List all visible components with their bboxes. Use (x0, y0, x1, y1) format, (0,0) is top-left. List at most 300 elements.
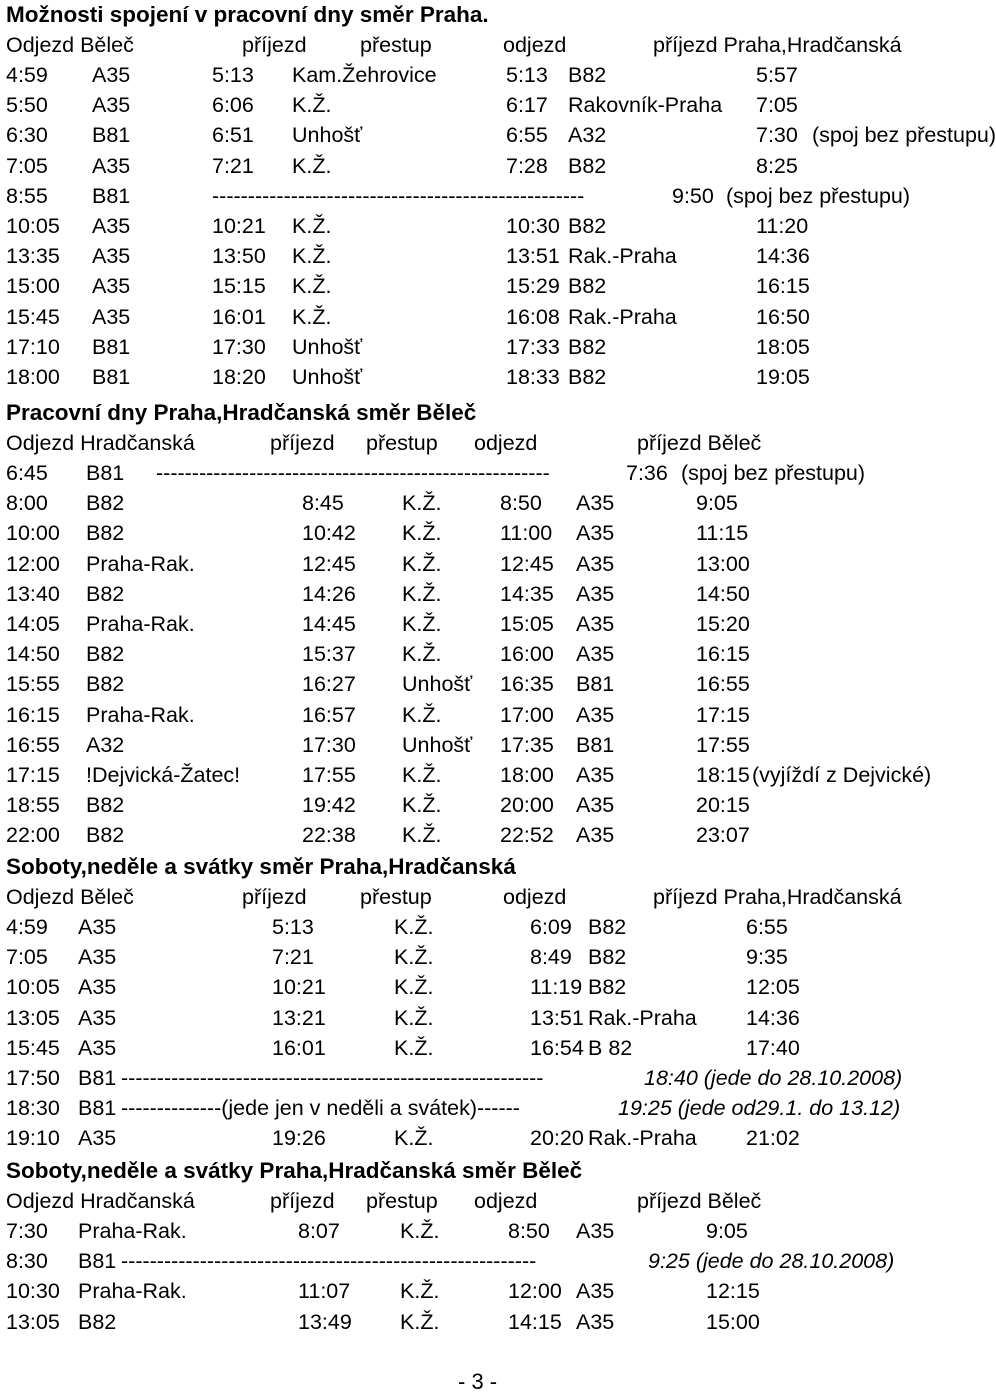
row-cell: 18:40 (jede do 28.10.2008) (644, 1066, 903, 1090)
column-header: příjezd Praha,Hradčanská (653, 885, 902, 909)
row-cell: 11:00 (500, 521, 553, 546)
row-cell: 16:54 (530, 1035, 584, 1060)
row-cell: 10:42 (302, 521, 356, 546)
row-cell: 6:17 (506, 93, 548, 118)
row-cell: K.Ž. (394, 1035, 434, 1060)
timetable-row (6, 1003, 958, 1033)
row-cell: 9:05 (696, 491, 738, 516)
row-cell: 6:45 (6, 461, 48, 485)
row-cell: A35 (92, 304, 131, 329)
row-cell: 16:01 (212, 304, 266, 329)
row-cell: B81 (576, 732, 615, 757)
row-cell: A35 (576, 1309, 615, 1334)
row-cell: A35 (78, 1005, 117, 1030)
row-cell: 4:59 (6, 915, 48, 939)
row-cell: K.Ž. (394, 915, 434, 939)
row-cell: A35 (576, 491, 615, 516)
row-cell: 11:19 (530, 975, 583, 1000)
row-cell: 17:35 (500, 732, 554, 757)
row-cell: Rak.-Praha (568, 304, 677, 329)
row-cell: 8:50 (500, 491, 542, 516)
row-cell: B81 (78, 1096, 117, 1121)
row-cell: 16:15 (6, 702, 60, 727)
row-cell: 18:05 (756, 334, 810, 359)
row-cell: 7:30 (6, 1219, 48, 1243)
row-cell: Praha-Rak. (86, 612, 195, 636)
timetable-row (6, 458, 958, 488)
row-cell: 17:55 (302, 763, 356, 787)
row-cell: (spoj bez přestupu) (812, 123, 996, 148)
column-header: příjezd (242, 885, 307, 909)
column-header: Odjezd Běleč (6, 885, 134, 909)
row-cell: 15:45 (6, 304, 60, 329)
row-cell: 16:00 (500, 642, 554, 667)
row-cell: K.Ž. (402, 612, 442, 636)
row-cell: 9:25 (jede do 28.10.2008) (648, 1249, 895, 1274)
row-cell: Praha-Rak. (78, 1219, 187, 1243)
row-cell: ------------------------------------------------------- (156, 461, 550, 485)
row-cell: 13:40 (6, 581, 60, 606)
row-cell: 19:10 (6, 1126, 60, 1151)
row-cell: B82 (588, 915, 627, 939)
row-cell: 18:55 (6, 793, 60, 818)
row-cell: 14:15 (508, 1309, 562, 1334)
row-cell: 17:10 (6, 334, 60, 359)
row-cell: A35 (78, 1035, 117, 1060)
row-cell: ---------------------------------------------------- (212, 183, 585, 208)
page-number: - 3 - (458, 1369, 498, 1394)
row-cell: K.Ž. (402, 702, 442, 727)
row-cell: Rak.-Praha (588, 1005, 697, 1030)
row-cell: K.Ž. (394, 1126, 434, 1151)
timetable-row (6, 1216, 958, 1246)
timetable-row (6, 790, 958, 820)
row-cell: K.Ž. (394, 1005, 434, 1030)
row-cell: 16:50 (756, 304, 810, 329)
timetable-row (6, 90, 958, 120)
row-cell: Praha-Rak. (78, 1279, 187, 1304)
row-cell: A35 (576, 763, 615, 787)
row-cell: K.Ž. (402, 521, 442, 546)
timetable-row (6, 1276, 958, 1306)
row-cell: K.Ž. (292, 153, 332, 178)
row-cell: 6:06 (212, 93, 254, 118)
row-cell: 15:00 (706, 1309, 760, 1334)
row-cell: 17:40 (746, 1035, 800, 1060)
column-header: odjezd (474, 1189, 538, 1213)
column-header: přestup (366, 1189, 438, 1213)
row-cell: 4:59 (6, 63, 48, 87)
row-cell: --------------(jede jen v neděli a svátek)------ (121, 1096, 520, 1121)
row-cell: (spoj bez přestupu) (681, 461, 866, 485)
row-cell: 22:00 (6, 823, 60, 848)
row-cell: 15:15 (212, 274, 266, 299)
row-cell: 7:05 (6, 945, 48, 970)
row-cell: A35 (92, 63, 131, 87)
row-cell: 19:42 (302, 793, 356, 818)
row-cell: K.Ž. (402, 823, 442, 848)
row-cell: 20:20 (530, 1126, 584, 1151)
section-title: Soboty,neděle a svátky směr Praha,Hradčanská (6, 854, 516, 879)
row-cell: B82 (86, 793, 125, 818)
row-cell: B82 (568, 153, 607, 178)
row-cell: A35 (576, 793, 615, 818)
row-cell: 16:15 (756, 274, 810, 299)
row-cell: 16:57 (302, 702, 356, 727)
timetable-row (6, 1033, 958, 1063)
row-cell: 9:35 (746, 945, 788, 970)
column-header: přestup (360, 885, 432, 909)
column-header: příjezd Praha,Hradčanská (653, 33, 902, 57)
row-cell: 15:20 (696, 612, 750, 636)
row-cell: A35 (92, 244, 131, 269)
row-cell: K.Ž. (402, 763, 442, 787)
row-cell: A35 (576, 581, 615, 606)
row-cell: 13:00 (696, 551, 750, 576)
section-title: Pracovní dny Praha,Hradčanská směr Běleč (6, 400, 477, 425)
row-cell: 6:30 (6, 123, 48, 148)
timetable-row (6, 332, 958, 362)
row-cell: 5:13 (272, 915, 314, 939)
row-cell: 15:45 (6, 1035, 60, 1060)
row-cell: B82 (568, 274, 607, 299)
row-cell: K.Ž. (402, 491, 442, 516)
row-cell: 10:30 (6, 1279, 60, 1304)
timetable-row (6, 1307, 958, 1337)
row-cell: B81 (92, 334, 131, 359)
row-cell: B82 (78, 1309, 117, 1334)
column-header: Odjezd Běleč (6, 33, 134, 57)
row-cell: 8:45 (302, 491, 344, 516)
row-cell: K.Ž. (292, 214, 332, 238)
row-cell: 22:38 (302, 823, 356, 848)
column-header: příjezd Běleč (637, 431, 762, 455)
row-cell: B82 (568, 214, 607, 238)
row-cell: A35 (576, 823, 615, 848)
row-cell: 13:49 (298, 1309, 352, 1334)
row-cell: 12:00 (508, 1279, 562, 1304)
row-cell: 12:05 (746, 975, 800, 1000)
timetable-row (6, 1063, 958, 1093)
row-cell: 13:21 (272, 1005, 326, 1030)
row-cell: 17:33 (506, 334, 560, 359)
column-header-row (6, 1186, 958, 1216)
row-cell: A35 (92, 214, 131, 238)
row-cell: 19:05 (756, 365, 810, 389)
row-cell: 7:05 (6, 153, 48, 178)
row-cell: 10:05 (6, 214, 60, 238)
row-cell: A35 (78, 975, 117, 1000)
column-header: odjezd (503, 885, 567, 909)
row-cell: B81 (576, 672, 615, 697)
row-cell: 10:21 (212, 214, 266, 238)
row-cell: 16:55 (6, 732, 60, 757)
row-cell: Unhošť (292, 334, 363, 359)
timetable-row (6, 120, 996, 150)
row-cell: 15:29 (506, 274, 560, 299)
timetable-row (6, 181, 958, 211)
row-cell: 5:57 (756, 63, 798, 87)
row-cell: K.Ž. (402, 551, 442, 576)
row-cell: !Dejvická-Žatec! (86, 763, 241, 787)
timetable-row (6, 609, 958, 639)
row-cell: 11:15 (696, 521, 749, 546)
row-cell: Praha-Rak. (86, 702, 195, 727)
row-cell: 16:27 (302, 672, 356, 697)
row-cell: B82 (568, 334, 607, 359)
row-cell: 8:50 (508, 1219, 550, 1243)
row-cell: K.Ž. (292, 244, 332, 269)
row-cell: 18:00 (500, 763, 554, 787)
row-cell: 14:05 (6, 612, 60, 636)
row-cell: 8:25 (756, 153, 798, 178)
row-cell: B81 (92, 123, 131, 148)
row-cell: B82 (86, 491, 125, 516)
row-cell: 9:05 (706, 1219, 748, 1243)
timetable-row (6, 362, 958, 392)
timetable-row (6, 271, 958, 301)
timetable-row (6, 488, 958, 518)
row-cell: B82 (568, 365, 607, 389)
row-cell: 16:15 (696, 642, 750, 667)
row-cell: 14:36 (756, 244, 810, 269)
row-cell: A35 (576, 551, 615, 576)
row-cell: 11:20 (756, 214, 809, 238)
row-cell: 16:55 (696, 672, 750, 697)
row-cell: A35 (576, 521, 615, 546)
row-cell: B82 (568, 63, 607, 87)
row-cell: 14:50 (6, 642, 60, 667)
column-header-row (6, 428, 958, 458)
timetable-row (6, 211, 958, 241)
timetable-row (6, 302, 958, 332)
row-cell: 12:45 (302, 551, 356, 576)
row-cell: K.Ž. (400, 1309, 440, 1334)
timetable-row (6, 549, 958, 579)
row-cell: 18:30 (6, 1096, 60, 1121)
column-header: Odjezd Hradčanská (6, 1189, 195, 1213)
row-cell: 17:50 (6, 1066, 60, 1090)
column-header: příjezd (270, 1189, 335, 1213)
row-cell: 18:33 (506, 365, 560, 389)
timetable-row (6, 700, 958, 730)
row-cell: B82 (588, 975, 627, 1000)
row-cell: 17:30 (212, 334, 266, 359)
row-cell: K.Ž. (402, 642, 442, 667)
row-cell: 14:35 (500, 581, 554, 606)
row-cell: K.Ž. (292, 304, 332, 329)
row-cell: 19:26 (272, 1126, 326, 1151)
row-cell: 7:28 (506, 153, 548, 178)
row-cell: Rak.-Praha (568, 244, 677, 269)
row-cell: B82 (86, 581, 125, 606)
column-header: odjezd (503, 33, 567, 57)
column-header: příjezd Běleč (637, 1189, 762, 1213)
row-cell: 10:05 (6, 975, 60, 1000)
column-header: Odjezd Hradčanská (6, 431, 195, 455)
row-cell: 13:51 (506, 244, 560, 269)
column-header-row (6, 30, 958, 60)
row-cell: B81 (92, 183, 131, 208)
row-cell: 21:02 (746, 1126, 800, 1151)
timetable-row (6, 1246, 958, 1276)
row-cell: 23:07 (696, 823, 750, 848)
row-cell: 8:55 (6, 183, 48, 208)
row-cell: 14:45 (302, 612, 356, 636)
row-cell: A35 (78, 945, 117, 970)
row-cell: Praha-Rak. (86, 551, 195, 576)
timetable-row (6, 669, 958, 699)
column-header: příjezd (270, 431, 335, 455)
row-cell: Rak.-Praha (588, 1126, 697, 1151)
row-cell: 16:35 (500, 672, 554, 697)
row-cell: 22:52 (500, 823, 554, 848)
row-cell: 10:30 (506, 214, 560, 238)
row-cell: 16:08 (506, 304, 560, 329)
timetable-row (6, 579, 958, 609)
timetable-row (6, 518, 958, 548)
row-cell: K.Ž. (394, 945, 434, 970)
row-cell: 7:36 (626, 461, 668, 485)
row-cell: B82 (86, 521, 125, 546)
row-cell: 18:00 (6, 365, 60, 389)
row-cell: A35 (576, 612, 615, 636)
row-cell: B81 (92, 365, 131, 389)
row-cell: 17:15 (696, 702, 750, 727)
row-cell: A35 (78, 1126, 117, 1151)
row-cell: A35 (576, 1279, 615, 1304)
row-cell: 13:51 (530, 1005, 584, 1030)
column-header-row (6, 882, 958, 912)
row-cell: 5:13 (212, 63, 254, 87)
row-cell: 7:21 (212, 153, 254, 178)
row-cell: K.Ž. (292, 274, 332, 299)
row-cell: 7:30 (756, 123, 798, 148)
row-cell: A35 (92, 93, 131, 118)
row-cell: K.Ž. (402, 581, 442, 606)
row-cell: 12:15 (706, 1279, 760, 1304)
row-cell: 17:15 (6, 763, 60, 787)
row-cell: 13:05 (6, 1005, 60, 1030)
section-title: Soboty,neděle a svátky Praha,Hradčanská směr Běleč (6, 1158, 583, 1183)
timetable-row (6, 912, 958, 942)
row-cell: K.Ž. (402, 793, 442, 818)
timetable-row (6, 639, 958, 669)
column-header: přestup (366, 431, 438, 455)
row-cell: A35 (78, 915, 117, 939)
row-cell: 11:07 (298, 1279, 351, 1304)
row-cell: 6:51 (212, 123, 254, 148)
row-cell: 20:00 (500, 793, 554, 818)
row-cell: (vyjíždí z Dejvické) (752, 763, 932, 787)
row-cell: 6:55 (506, 123, 548, 148)
timetable-row (6, 241, 958, 271)
row-cell: 9:50 (672, 183, 714, 208)
row-cell: 18:20 (212, 365, 266, 389)
row-cell: B82 (86, 672, 125, 697)
section-title: Možnosti spojení v pracovní dny směr Praha. (6, 2, 489, 27)
row-cell: 17:00 (500, 702, 554, 727)
timetable-row (6, 151, 958, 181)
row-cell: A35 (576, 642, 615, 667)
row-cell: 17:55 (696, 732, 750, 757)
row-cell: 18:15 (696, 763, 750, 787)
row-cell: A35 (576, 1219, 615, 1243)
row-cell: 6:55 (746, 915, 788, 939)
row-cell: 7:21 (272, 945, 314, 970)
row-cell: 14:50 (696, 581, 750, 606)
row-cell: B 82 (588, 1035, 633, 1060)
row-cell: 12:45 (500, 551, 554, 576)
row-cell: K.Ž. (292, 93, 332, 118)
row-cell: B81 (86, 461, 125, 485)
row-cell: 17:30 (302, 732, 356, 757)
row-cell: 15:55 (6, 672, 60, 697)
row-cell: Unhošť (402, 732, 473, 757)
row-cell: 8:07 (298, 1219, 340, 1243)
row-cell: B81 (78, 1066, 117, 1090)
row-cell: K.Ž. (394, 975, 434, 1000)
row-cell: B81 (78, 1249, 117, 1274)
row-cell: 14:36 (746, 1005, 800, 1030)
row-cell: 6:09 (530, 915, 572, 939)
column-header: příjezd (242, 33, 307, 57)
row-cell: 8:00 (6, 491, 48, 516)
row-cell: 8:30 (6, 1249, 48, 1274)
column-header: odjezd (474, 431, 538, 455)
row-cell: Unhošť (292, 365, 363, 389)
column-header: přestup (360, 33, 432, 57)
row-cell: K.Ž. (400, 1279, 440, 1304)
row-cell: 15:37 (302, 642, 356, 667)
row-cell: 14:26 (302, 581, 356, 606)
row-cell: A35 (92, 274, 131, 299)
timetable-row (6, 60, 958, 90)
row-cell: 13:05 (6, 1309, 60, 1334)
row-cell: 19:25 (jede od29.1. do 13.12) (618, 1096, 901, 1121)
row-cell: 13:50 (212, 244, 266, 269)
row-cell: 8:49 (530, 945, 572, 970)
row-cell: A35 (576, 702, 615, 727)
row-cell: Rakovník-Praha (568, 93, 723, 118)
row-cell: A32 (86, 732, 125, 757)
row-cell: 10:00 (6, 521, 60, 546)
row-cell: B82 (86, 823, 125, 848)
row-cell: (spoj bez přestupu) (726, 183, 911, 208)
row-cell: Unhošť (402, 672, 473, 697)
timetable-row (6, 760, 958, 790)
row-cell: 5:13 (506, 63, 548, 87)
row-cell: 10:21 (272, 975, 326, 1000)
row-cell: 15:05 (500, 612, 554, 636)
row-cell: 15:00 (6, 274, 60, 299)
timetable-row (6, 942, 958, 972)
row-cell: ---------------------------------------------------------- (121, 1249, 537, 1274)
row-cell: A35 (92, 153, 131, 178)
row-cell: Unhošť (292, 123, 363, 148)
timetable-row (6, 972, 958, 1002)
timetable-row (6, 820, 958, 850)
row-cell: 13:35 (6, 244, 60, 269)
timetable-row (6, 1093, 958, 1123)
row-cell: ----------------------------------------------------------- (121, 1066, 544, 1090)
timetable-row (6, 1123, 958, 1153)
row-cell: Kam.Žehrovice (292, 63, 437, 87)
row-cell: 12:00 (6, 551, 60, 576)
row-cell: 20:15 (696, 793, 750, 818)
row-cell: A32 (568, 123, 607, 148)
row-cell: K.Ž. (400, 1219, 440, 1243)
